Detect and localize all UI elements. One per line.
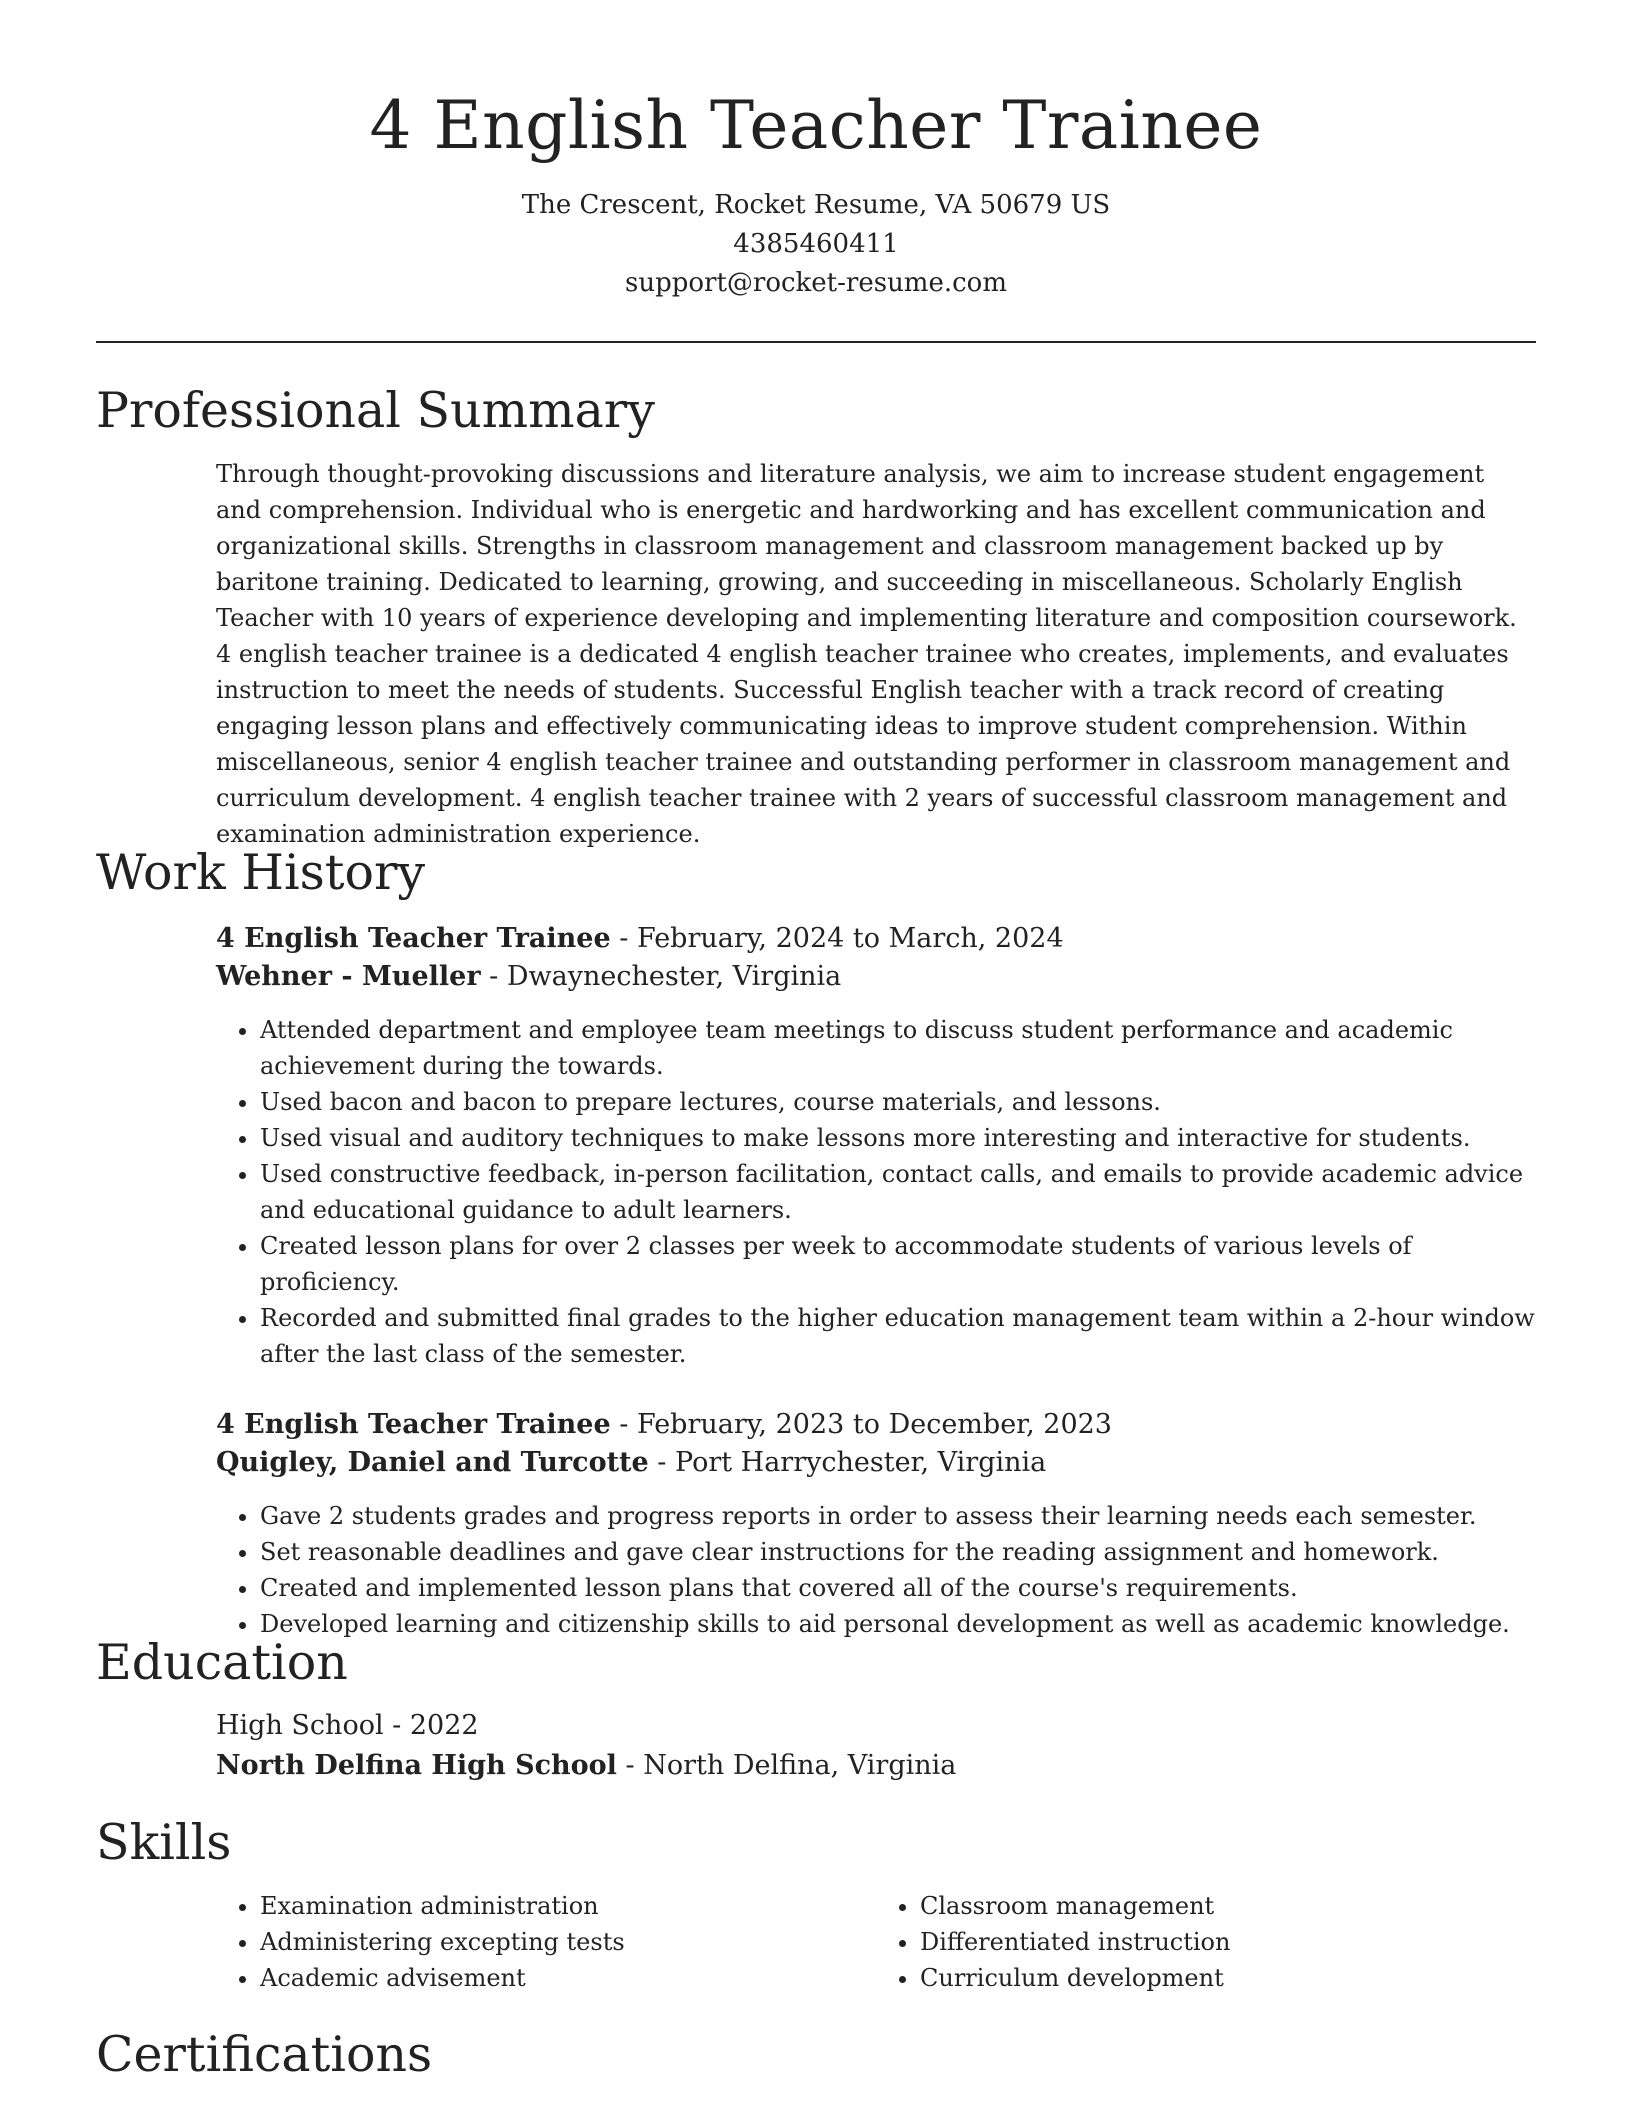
list-item: • Created and implemented lesson plans that covered all of the course's requirements. [260, 1570, 1536, 1606]
candidate-name: 4 English Teacher Trainee [369, 87, 1263, 164]
job-company: Wehner - Mueller [216, 961, 481, 992]
skills-column-left [216, 1888, 876, 1996]
list-item: • Used visual and auditory techniques to make lessons more interesting and interactive for students. [260, 1120, 1536, 1156]
job-dates: - February, 2023 to December, 2023 [610, 1409, 1112, 1440]
list-item: • Attended department and employee team meetings to discuss student performance and academic achievement during the towards. [260, 1012, 1536, 1084]
address-text: The Crescent, Rocket Resume, VA 50679 US [521, 190, 1111, 220]
list-item: • Gave 2 students grades and progress reports in order to assess their learning needs each semester. [260, 1498, 1536, 1534]
education-location: - North Delfina, Virginia [616, 1750, 957, 1781]
resume-header [0, 82, 1632, 303]
work-history-heading: Work History [96, 844, 426, 901]
job-duties-list [216, 1012, 1536, 1372]
phone-text: 4385460411 [733, 229, 899, 259]
list-item: • Classroom management [920, 1888, 1536, 1924]
job-company-line [216, 958, 1536, 996]
list-item: • Curriculum development [920, 1960, 1536, 1996]
list-item: • Academic advisement [260, 1960, 876, 1996]
list-item: • Developed learning and citizenship skills to aid personal development as well as academic knowledge. [260, 1606, 1536, 1642]
list-item: • Used bacon and bacon to prepare lectures, course materials, and lessons. [260, 1084, 1536, 1120]
list-item: • Used constructive feedback, in-person facilitation, contact calls, and emails to provide academic advice and educational guidance to adult learners. [260, 1156, 1536, 1228]
email-text: support@rocket-resume.com [624, 268, 1007, 298]
job-company: Quigley, Daniel and Turcotte [216, 1447, 649, 1478]
job-role: 4 English Teacher Trainee [216, 1409, 611, 1440]
list-item: • Created lesson plans for over 2 classes per week to accommodate students of various levels of proficiency. [260, 1228, 1536, 1300]
work-history-section [96, 842, 1536, 1642]
job-dates: - February, 2024 to March, 2024 [610, 923, 1064, 954]
job-company-line [216, 1444, 1536, 1482]
job-title-line [216, 1406, 1536, 1444]
skills-section [96, 1812, 1536, 1996]
job-location: - Dwaynechester, Virginia [480, 961, 842, 992]
job-entry [216, 920, 1536, 1372]
list-item: • Recorded and submitted final grades to the higher education management team within a 2-hour window after the last class of the semester. [260, 1300, 1536, 1372]
list-item: • Differentiated instruction [920, 1924, 1536, 1960]
job-location: - Port Harrychester, Virginia [648, 1447, 1047, 1478]
summary-heading: Professional Summary [96, 382, 655, 439]
job-role: 4 English Teacher Trainee [216, 923, 611, 954]
certifications-section [96, 2024, 1536, 2086]
skills-heading: Skills [96, 1814, 232, 1871]
summary-text: Through thought-provoking discussions and literature analysis, we aim to increase student engagement and comprehension. Individual who is energetic and hardworking and has excellent communication and organizational skills. Strengths in classroom management and classroom management backed up by baritone training. Dedicated to learning, growing, and succeeding in miscellaneous. Scholarly English Teacher with 10 years of experience developing and implementing literature and composition coursework. 4 english teacher trainee is a dedicated 4 english teacher trainee who creates, implements, and evaluates instruction to meet the needs of students. Successful English teacher with a track record of creating engaging lesson plans and effectively communicating ideas to improve student comprehension. Within miscellaneous, senior 4 english teacher trainee and outstanding performer in classroom management and curriculum development. 4 english teacher trainee with 2 years of successful classroom management and examination administration experience. [216, 460, 1517, 848]
certifications-heading: Certifications [96, 2026, 433, 2083]
education-school-line [216, 1746, 1536, 1786]
education-section [96, 1632, 1536, 1786]
education-heading: Education [96, 1634, 348, 1691]
skills-column-right [876, 1888, 1536, 1996]
list-item: • Examination administration [260, 1888, 876, 1924]
list-item: • Set reasonable deadlines and gave clear instructions for the reading assignment and homework. [260, 1534, 1536, 1570]
education-degree: High School - 2022 [216, 1710, 479, 1741]
list-item: • Administering excepting tests [260, 1924, 876, 1960]
job-duties-list [216, 1498, 1536, 1642]
skills-grid [216, 1888, 1536, 1996]
header-divider [96, 341, 1536, 343]
contact-info [0, 186, 1632, 303]
job-entry [216, 1406, 1536, 1642]
education-school: North Delfina High School [216, 1750, 617, 1781]
job-title-line [216, 920, 1536, 958]
summary-section [96, 380, 1536, 852]
